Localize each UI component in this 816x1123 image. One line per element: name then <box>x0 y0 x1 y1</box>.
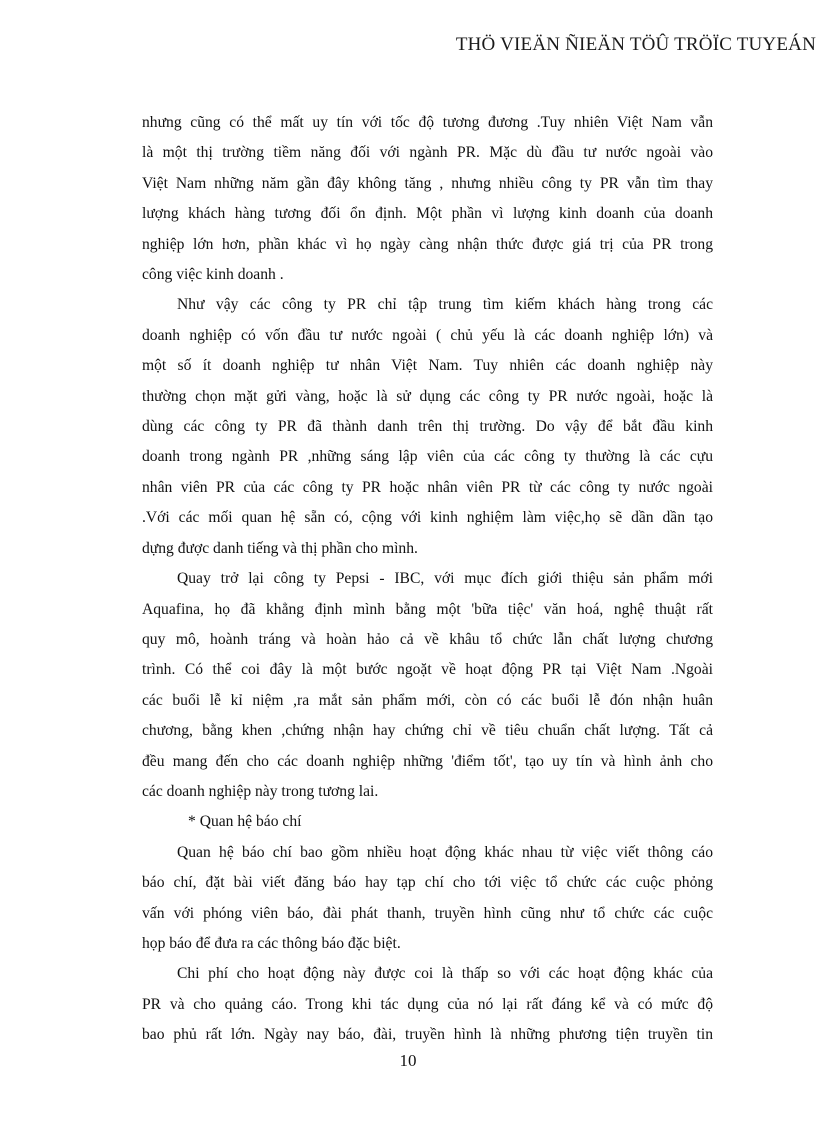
paragraph-line: chương, bằng khen ,chứng nhận hay chứng chỉ về tiêu chuẩn chất lượng. Tất cả <box>142 722 713 740</box>
paragraph <box>142 959 713 1050</box>
paragraph-line: nghiệp lớn hơn, phần khác vì họ ngày càng nhận thức được giá trị của PR trong <box>142 235 713 253</box>
paragraph-group-intro <box>142 108 713 807</box>
paragraph-line: là một thị trường tiềm năng đối với ngành PR. Mặc dù đầu tư nước ngoài vào <box>142 144 713 162</box>
paragraph-line: .Với các mối quan hệ sẵn có, cộng với kinh nghiệm làm việc,họ sẽ dần dần tạo <box>142 509 713 527</box>
paragraph-line: dùng các công ty PR đã thành danh trên thị trường. Do vậy để bắt đầu kinh <box>142 418 713 436</box>
paragraph-line: Quay trở lại công ty Pepsi - IBC, với mục đích giới thiệu sản phẩm mới <box>177 570 713 588</box>
page-number: 10 <box>399 1051 417 1070</box>
section-heading-press-relations <box>142 807 713 837</box>
paragraph-line: đều mang đến cho các doanh nghiệp những 'điểm tốt', tạo uy tín và hình ảnh cho <box>142 752 713 770</box>
section-heading-text: * Quan hệ báo chí <box>188 813 302 831</box>
paragraph-line: nhưng cũng có thể mất uy tín với tốc độ tương đương .Tuy nhiên Việt Nam vẫn <box>142 114 713 131</box>
paragraph-line: quy mô, hoành tráng và hoàn hảo cả về khâu tổ chức lẫn chất lượng chương <box>142 630 713 648</box>
running-header: THÖ VIEÄN ÑIEÄN TÖÛ TRÖÏC TUYEÁN <box>455 34 816 55</box>
paragraph-line: lượng khách hàng tương đối ổn định. Một phần vì lượng kinh doanh của doanh <box>142 205 713 223</box>
document-body <box>142 108 713 1051</box>
paragraph-line: bao phủ rất lớn. Ngày nay báo, đài, truyền hình là những phương tiện truyền tin <box>142 1026 713 1044</box>
paragraph <box>142 564 713 807</box>
paragraph-line: các doanh nghiệp này trong tương lai. <box>142 782 379 800</box>
paragraph <box>142 108 713 290</box>
paragraph <box>142 838 713 960</box>
paragraph-line: dựng được danh tiếng và thị phần cho mình. <box>142 539 418 557</box>
paragraph-line: Như vậy các công ty PR chỉ tập trung tìm kiếm khách hàng trong các <box>177 296 713 314</box>
paragraph-group-press <box>142 838 713 1051</box>
paragraph-line: PR và cho quảng cáo. Trong khi tác dụng của nó lại rất đáng kể và có mức độ <box>142 995 713 1013</box>
paragraph-line: vấn với phóng viên báo, đài phát thanh, truyền hình cũng như tổ chức các cuộc <box>142 904 713 922</box>
paragraph-line: các buổi lễ kỉ niệm ,ra mắt sản phẩm mới, còn có các buổi lễ đón nhận huân <box>142 691 713 709</box>
paragraph-line: báo chí, đặt bài viết đăng báo hay tạp chí cho tới việc tổ chức các cuộc phỏng <box>142 874 713 892</box>
paragraph <box>142 290 713 564</box>
paragraph-line: Quan hệ báo chí bao gồm nhiều hoạt động khác nhau từ việc viết thông cáo <box>177 843 713 861</box>
paragraph-line: công việc kinh doanh . <box>142 266 284 284</box>
paragraph-line: Aquafina, họ đã khẳng định mình bằng một 'bữa tiệc' văn hoá, nghệ thuật rất <box>142 600 713 618</box>
paragraph-line: trình. Có thể coi đây là một bước ngoặt về hoạt động PR tại Việt Nam .Ngoài <box>142 661 713 679</box>
paragraph-line: họp báo để đưa ra các thông báo đặc biệt. <box>142 934 401 952</box>
paragraph-line: Việt Nam những năm gần đây không tăng , nhưng nhiều công ty PR vẫn tìm thay <box>142 174 713 192</box>
paragraph-line: Chi phí cho hoạt động này được coi là thấp so với các hoạt động khác của <box>177 965 713 983</box>
paragraph-line: thường chọn mặt gửi vàng, hoặc là sử dụng các công ty PR nước ngoài, hoặc là <box>142 387 713 405</box>
paragraph-line: doanh nghiệp có vốn đầu tư nước ngoài ( chủ yếu là các doanh nghiệp lớn) và <box>142 326 713 344</box>
paragraph-line: nhân viên PR của các công ty PR hoặc nhân viên PR từ các công ty nước ngoài <box>142 478 713 496</box>
paragraph-line: một số ít doanh nghiệp tư nhân Việt Nam. Tuy nhiên các doanh nghiệp này <box>142 357 713 375</box>
paragraph-line: doanh trong ngành PR ,những sáng lập viên của các công ty thường là các cựu <box>142 448 713 466</box>
